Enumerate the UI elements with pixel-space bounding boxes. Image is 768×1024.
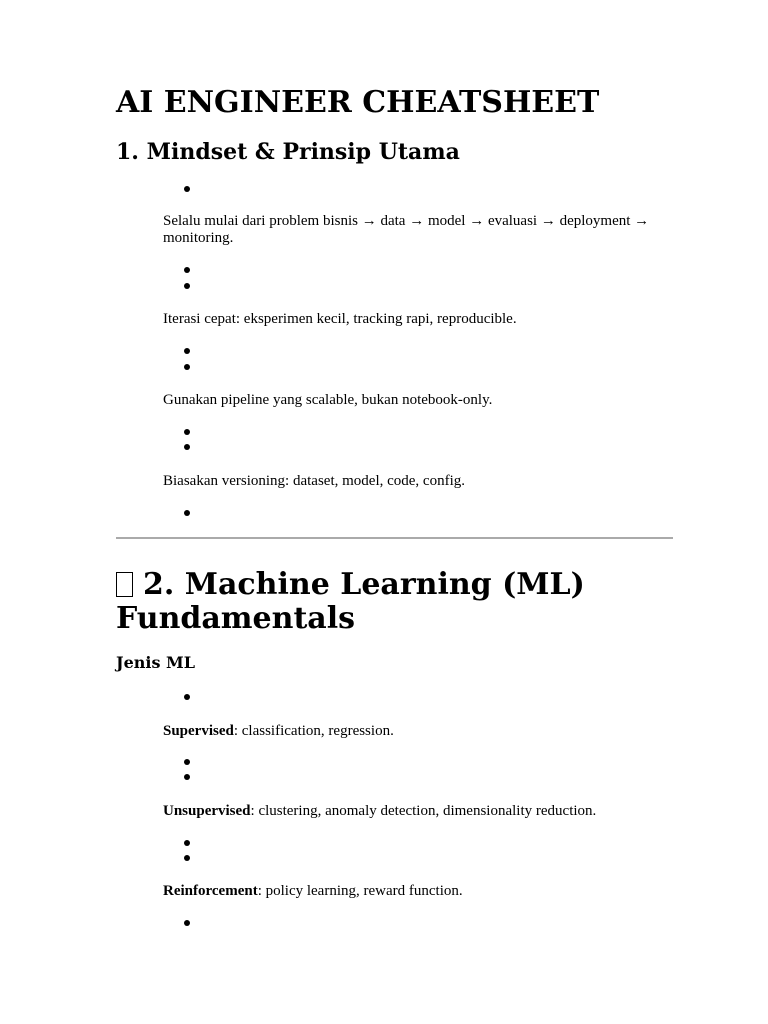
horizontal-divider bbox=[116, 537, 673, 539]
list-item bbox=[163, 883, 663, 900]
list-item-text: Gunakan pipeline yang scalable, bukan notebook-only. bbox=[163, 392, 493, 408]
section-heading-mindset: 1. Mindset & Prinsip Utama bbox=[116, 139, 460, 165]
list-item bbox=[163, 723, 663, 740]
term-label: Supervised bbox=[163, 723, 234, 739]
bullet-icon bbox=[184, 759, 190, 765]
section-heading-text: 2. Machine Learning (ML) Fundamentals bbox=[116, 567, 585, 636]
bullet-icon bbox=[184, 348, 190, 354]
term-description: : policy learning, reward function. bbox=[257, 883, 463, 899]
bullet-icon bbox=[184, 920, 190, 926]
list-item-text: Selalu mulai dari problem bisnis → data → model → evaluasi → deployment → monitoring. bbox=[163, 213, 650, 246]
document-title: AI ENGINEER CHEATSHEET bbox=[116, 85, 600, 120]
missing-glyph-icon bbox=[116, 572, 133, 597]
list-item-text: Iterasi cepat: eksperimen kecil, tracking rapi, reproducible. bbox=[163, 311, 517, 327]
bullet-icon bbox=[184, 774, 190, 780]
bullet-icon bbox=[184, 444, 190, 450]
bullet-icon bbox=[184, 429, 190, 435]
bullet-icon bbox=[184, 694, 190, 700]
term-label: Unsupervised bbox=[163, 803, 251, 819]
subheading-jenis-ml: Jenis ML bbox=[116, 653, 195, 672]
bullet-icon bbox=[184, 510, 190, 516]
bullet-icon bbox=[184, 267, 190, 273]
bullet-icon bbox=[184, 283, 190, 289]
bullet-icon bbox=[184, 855, 190, 861]
list-item-text: Biasakan versioning: dataset, model, code, config. bbox=[163, 473, 465, 489]
bullet-icon bbox=[184, 840, 190, 846]
term-label: Reinforcement bbox=[163, 883, 258, 899]
term-description: : classification, regression. bbox=[233, 723, 394, 739]
list-item bbox=[163, 803, 663, 820]
bullet-icon bbox=[184, 364, 190, 370]
term-description: : clustering, anomaly detection, dimensionality reduction. bbox=[250, 803, 597, 819]
section-heading-ml-fundamentals bbox=[116, 568, 676, 636]
bullet-icon bbox=[184, 186, 190, 192]
